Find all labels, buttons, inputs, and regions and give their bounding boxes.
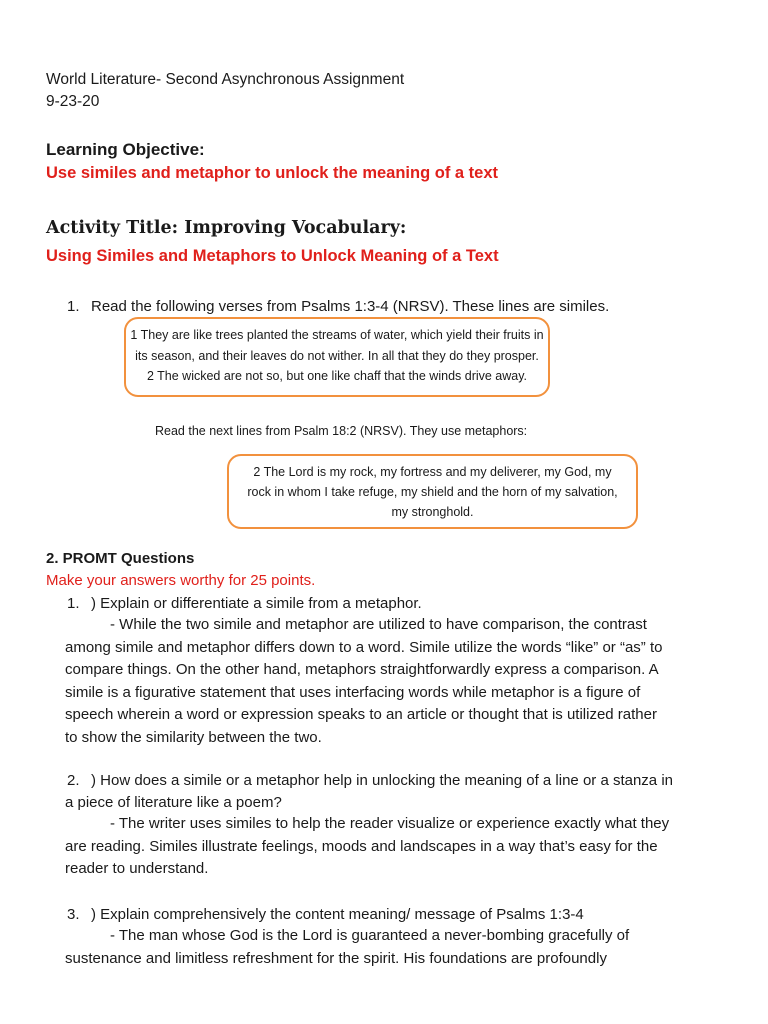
answer-line: speech wherein a word or expression speaks to an article or thought that is utilized rather <box>65 706 657 723</box>
question1-number: 1. <box>67 595 80 612</box>
answer-line: - While the two simile and metaphor are utilized to have comparison, the contrast <box>110 616 647 633</box>
simile-verse-box <box>124 317 550 397</box>
simile-verse-line: 2 The wicked are not so, but one like chaff that the winds drive away. <box>146 369 528 383</box>
answer-line: to show the similarity between the two. <box>65 728 322 746</box>
simile-verse-line: its season, and their leaves do not wither. In all that they do they prosper. <box>135 349 539 363</box>
answer3 <box>65 925 629 970</box>
answer-line: sustenance and limitless refreshment for the spirit. His foundations are profoundly <box>65 949 607 967</box>
activity-subtitle: Using Similes and Metaphors to Unlock Meaning of a Text <box>46 247 499 265</box>
item1-number: 1. <box>67 298 80 315</box>
answer-line: - The man whose God is the Lord is guaranteed a never-bombing gracefully of <box>110 927 630 944</box>
simile-verse-line: 1 They are like trees planted the streams of water, which yield their fruits in <box>130 328 544 342</box>
answer-line: among simile and metaphor differs down to a word. Simile utilize the words “like” or “as” to <box>65 638 663 656</box>
section2-instruction: Make your answers worthy for 25 points. <box>46 572 316 589</box>
section2-title: 2. PROMT Questions <box>46 550 195 567</box>
metaphor-intro: Read the next lines from Psalm 18:2 (NRSV). They use metaphors: <box>155 424 528 438</box>
metaphor-verse-line: rock in whom I take refuge, my shield and the horn of my salvation, <box>247 485 618 499</box>
activity-title: Activity Title: Improving Vocabulary: <box>46 218 407 238</box>
question2-text-cont: a piece of literature like a poem? <box>65 794 282 811</box>
answer-line: are reading. Similes illustrate feelings, moods and landscapes in a way that’s easy for the <box>65 837 658 855</box>
item1-text: Read the following verses from Psalms 1:3-4 (NRSV). These lines are similes. <box>91 298 610 315</box>
question3-text: ) Explain comprehensively the content meaning/ message of Psalms 1:3-4 <box>91 906 584 923</box>
course-title: World Literature- Second Asynchronous Assignment <box>46 71 405 88</box>
assignment-date: 9-23-20 <box>46 93 100 110</box>
metaphor-verse-box <box>227 454 638 529</box>
question3-number: 3. <box>67 906 80 923</box>
answer-line: simile is a figurative statement that uses interfacing words while metaphor is a figure of <box>65 683 641 701</box>
answer-line: - The writer uses similes to help the reader visualize or experience exactly what they <box>110 815 670 832</box>
answer1 <box>65 614 662 749</box>
objective-text: Use similes and metaphor to unlock the meaning of a text <box>46 164 499 182</box>
metaphor-verse-line: my stronghold. <box>391 505 474 519</box>
question2-number: 2. <box>67 772 80 789</box>
answer-line: compare things. On the other hand, metaphors straightforwardly express a comparison. A <box>65 661 659 678</box>
metaphor-verse-line: 2 The Lord is my rock, my fortress and my deliverer, my God, my <box>253 465 612 479</box>
answer-line: reader to understand. <box>65 860 209 877</box>
answer2 <box>65 813 669 881</box>
objective-label: Learning Objective: <box>46 140 205 159</box>
question1-text: ) Explain or differentiate a simile from a metaphor. <box>91 595 422 612</box>
question2-text: ) How does a simile or a metaphor help in unlocking the meaning of a line or a stanza in <box>91 772 673 789</box>
